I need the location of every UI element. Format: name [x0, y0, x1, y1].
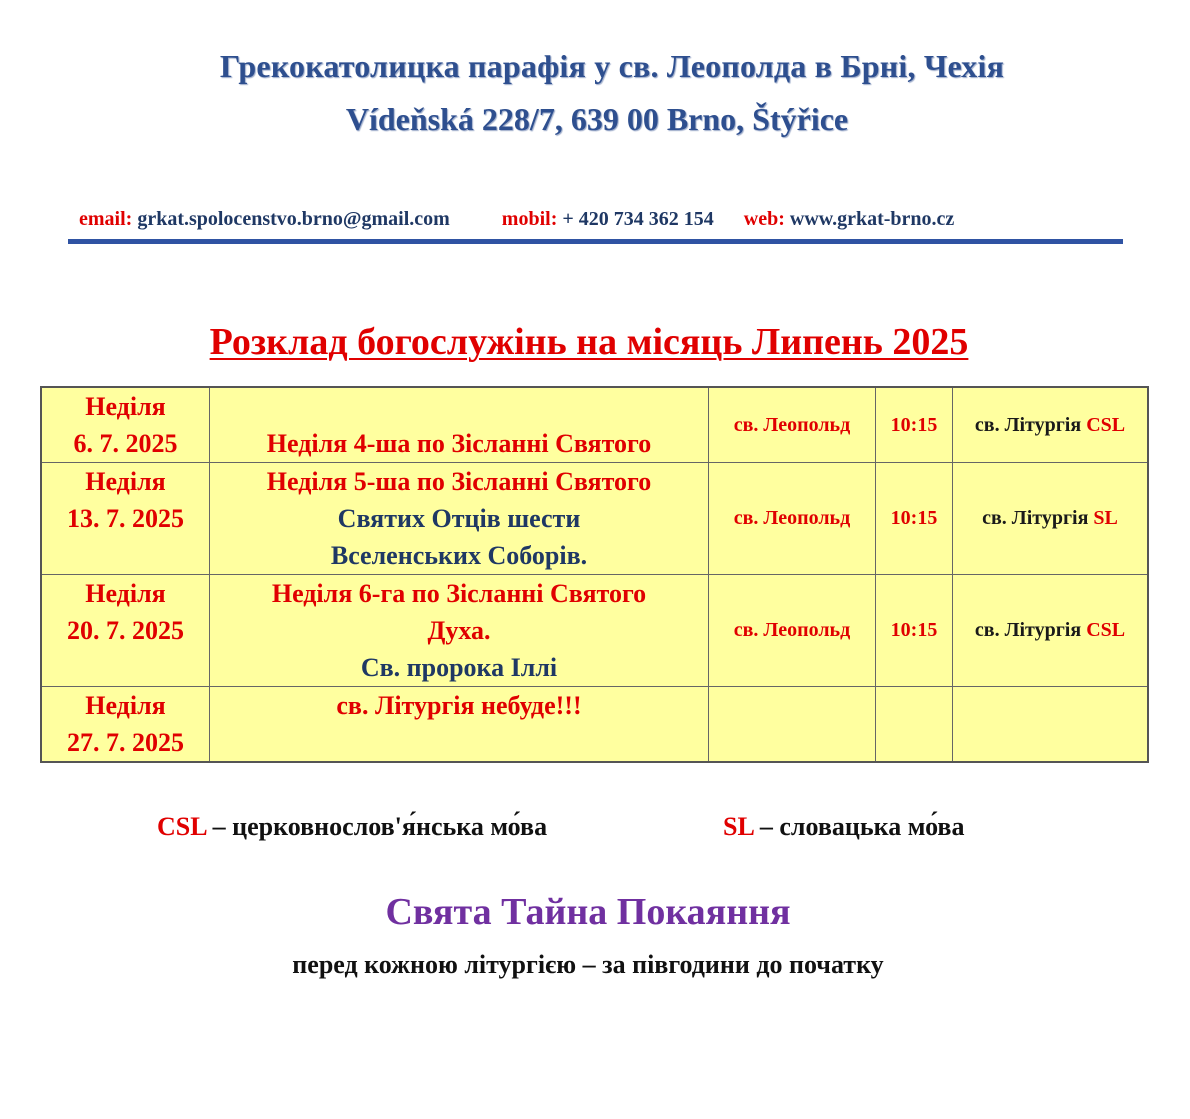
- day-name: Неділя: [85, 691, 166, 720]
- event-line: Вселенських Соборів.: [330, 541, 588, 570]
- date-cell: [41, 575, 210, 687]
- legend-item-sl: [723, 812, 964, 842]
- date-cell: [41, 687, 210, 763]
- event-cell: [210, 387, 709, 463]
- time-cell: 10:15: [876, 387, 953, 463]
- liturgy-text: св. Літургія: [974, 619, 1082, 641]
- event-cell: [210, 687, 709, 763]
- mobil-label: mobil:: [501, 208, 558, 230]
- table-row: [41, 687, 1148, 763]
- day-name: Неділя: [85, 392, 166, 421]
- legend-item-csl: [157, 812, 547, 842]
- parish-address: Vídeňská 228/7, 639 00 Brno, Štýřice: [345, 101, 849, 137]
- liturgy-text: св. Літургія: [982, 507, 1089, 529]
- time-cell: 10:15: [876, 463, 953, 575]
- table-row: [41, 575, 1148, 687]
- legend-code: CSL: [157, 812, 207, 841]
- time-cell: [876, 687, 953, 763]
- liturgy-cell: [953, 575, 1149, 687]
- event-line: Неділя 5-ша по Зісланні Святого: [266, 467, 652, 496]
- date-value: 27. 7. 2025: [67, 728, 184, 757]
- language-code: SL: [1093, 507, 1118, 529]
- confession-note: перед кожною літургією – за півгодини до початку: [292, 950, 884, 979]
- event-cell: [210, 463, 709, 575]
- date-value: 6. 7. 2025: [73, 429, 178, 458]
- event-line: Св. пророка Іллі: [360, 653, 558, 682]
- web-value: www.grkat-brno.cz: [789, 208, 955, 230]
- liturgy-cell: [953, 387, 1149, 463]
- language-code: CSL: [1086, 413, 1126, 436]
- table-row: [41, 463, 1148, 575]
- place-cell: св. Леопольд: [709, 387, 876, 463]
- time-cell: 10:15: [876, 575, 953, 687]
- date-cell: [41, 463, 210, 575]
- header-divider: [68, 239, 1123, 244]
- schedule-table: [40, 386, 1149, 763]
- day-name: Неділя: [85, 579, 166, 608]
- table-row: [41, 387, 1148, 463]
- day-name: Неділя: [85, 467, 166, 496]
- date-value: 13. 7. 2025: [67, 504, 184, 533]
- event-line: Духа.: [427, 616, 491, 645]
- event-line: Неділя 4-ша по Зісланні Святого: [266, 429, 652, 458]
- schedule-title: Розклад богослужінь на місяць Липень 2025: [209, 321, 969, 363]
- web-label: web:: [743, 208, 785, 230]
- event-line: Святих Отців шести: [337, 504, 581, 533]
- email-label: email:: [79, 208, 133, 230]
- confession-title: Свята Тайна Покаяння: [385, 891, 791, 933]
- email-value: grkat.spolocenstvo.brno@gmail.com: [137, 208, 450, 230]
- event-cell: [210, 575, 709, 687]
- language-code: CSL: [1086, 619, 1126, 641]
- liturgy-cell: [953, 463, 1149, 575]
- event-line: Неділя 6-га по Зісланні Святого: [271, 579, 647, 608]
- date-cell: [41, 387, 210, 463]
- event-line: св. Літургія небуде!!!: [336, 691, 582, 720]
- place-cell: св. Леопольд: [709, 463, 876, 575]
- parish-title: Грекокатолицка парафія у св. Леополда в Брні, Чехія: [219, 48, 1005, 84]
- liturgy-text: св. Літургія: [974, 413, 1082, 436]
- legend-text: – словацька мо́ва: [759, 812, 965, 841]
- place-cell: [709, 687, 876, 763]
- place-cell: св. Леопольд: [709, 575, 876, 687]
- legend-code: SL: [723, 812, 754, 841]
- contact-line: [79, 208, 954, 231]
- date-value: 20. 7. 2025: [67, 616, 184, 645]
- mobil-value: + 420 734 362 154: [562, 208, 714, 230]
- legend-text: – церковнослов'я́нська мо́ва: [212, 812, 548, 841]
- liturgy-cell: [953, 687, 1149, 763]
